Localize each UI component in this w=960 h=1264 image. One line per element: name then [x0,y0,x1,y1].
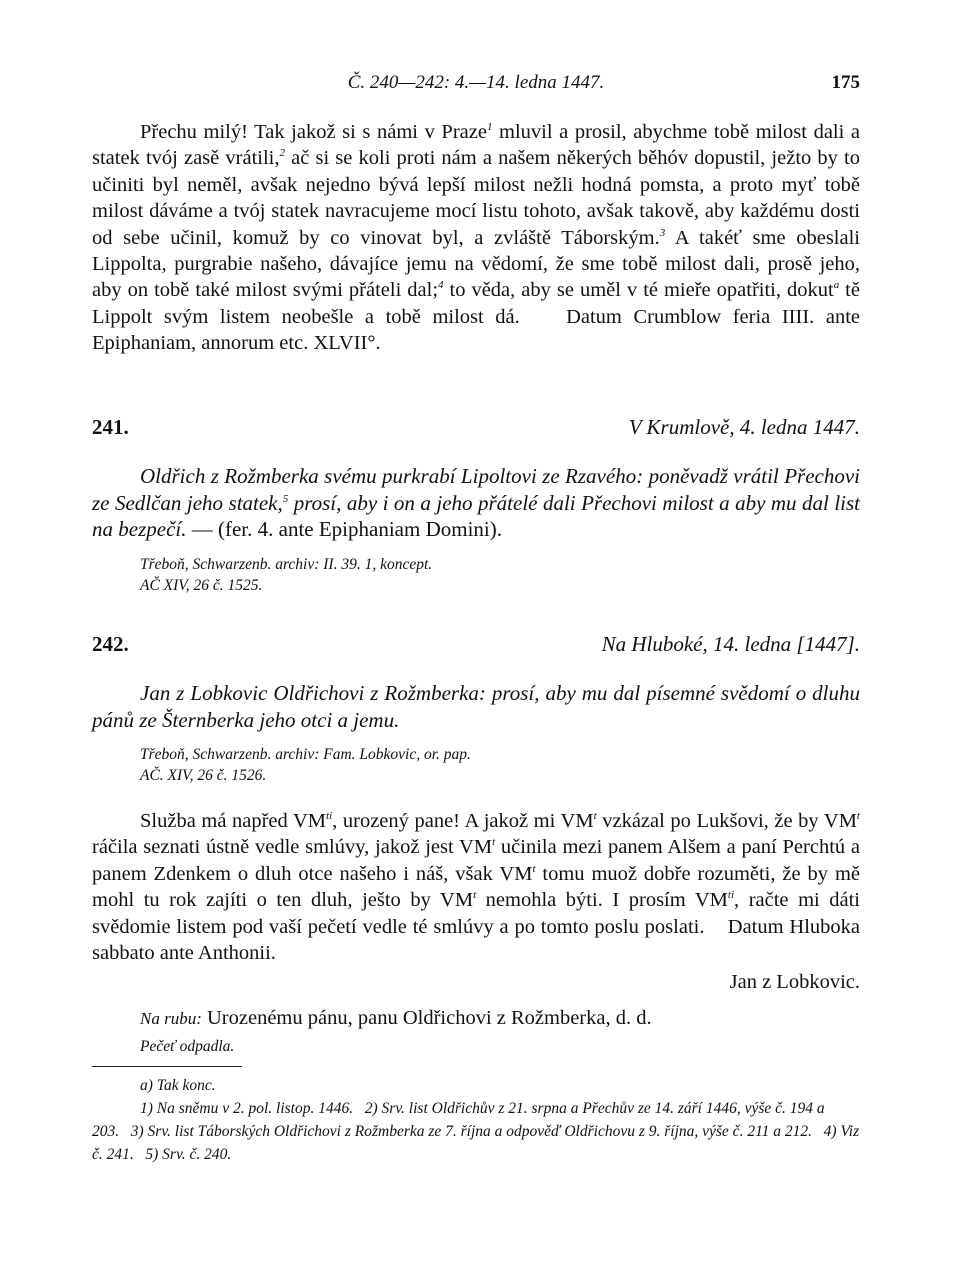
edition-source: AČ XIV, 26 č. 1525. [140,577,263,594]
doc-number: 242. [92,632,129,656]
doc-242-heading [92,632,860,662]
rubu-label: Na rubu: [140,1009,202,1028]
letter-242 [92,808,860,966]
footnote-divider [92,1066,242,1067]
footnotes [92,1074,860,1166]
page-number: 175 [831,72,860,93]
footnote-5: 5) Srv. č. 240. [145,1146,232,1163]
footnote-4: 4) Viz č. 241. [92,1123,860,1163]
place-date: Na Hluboké, 14. ledna [1447]. [601,632,860,656]
doc-241-sources [92,554,860,596]
regest-text: Jan z Lobkovic Oldřichovi z Rožmberka: prosí, aby mu dal písemné svědomí o dluhu pánů ze Šternberka jeho otci a jemu. [92,681,860,732]
footnote-1: 1) Na sněmu v 2. pol. listop. 1446. [140,1100,354,1117]
archive-source: Třeboň, Schwarzenb. archiv: II. 39. 1, koncept. [140,556,433,573]
doc-242-sources [92,744,860,786]
footnote-a: a) Tak konc. [140,1077,216,1094]
footnote-2: 2) Srv. list Oldřichův z 21. srpna a Přechův ze 14. září 1446, výše č. 194 a 203. [92,1100,825,1140]
rubu-note [92,1005,860,1032]
page-header [92,72,860,102]
footnote-3: 3) Srv. list Táborských Oldřichovi z Rožmberka ze 7. října a odpověď Oldřichovu z 9. října, výše č. 211 a 212. [130,1123,813,1140]
edition-source: AČ. XIV, 26 č. 1526. [140,767,267,784]
doc-242-regest [92,680,860,733]
doc-number: 241. [92,415,129,439]
signature: Jan z Lobkovic. [729,971,860,993]
letter-242-text: Služba má napřed $VM^{ti}$, urozený pane! A jakož mi $VM^t$ vzkázal po Lukšovi, že by $VM^t$ ráčila seznati ústně vedle smlúvy, jakož jest $VM^t$ učinila mezi panem Alšem a paní Perchtú a panem Zdenkem o dluh otce našeho i náš, však $VM^t$ tomu muož dobře rozuměti, že by mě mohl tu rok zajíti o ten dluh, ješto by $VM^t$ nemohla býti. I prosím $VM^{ti}$, račte mi dáti svědomie listem pod vaší pečetí vedle té smlúvy a po tomto poslu poslati. Datum Hluboka sabbato ante Anthonii. [92,810,860,965]
doc-241-heading [92,415,860,445]
archive-source: Třeboň, Schwarzenb. archiv: Fam. Lobkovic, or. pap. [140,746,471,763]
place-date: V Krumlově, 4. ledna 1447. [628,415,860,439]
rubu-text: Urozenému pánu, panu Oldřichovi z Rožmberka, d. d. [201,1007,652,1029]
footnotes-numbered [92,1097,860,1166]
seal-note: Pečeť odpadla. [140,1038,235,1055]
running-title: Č. 240—242: 4.—14. ledna 1447. [347,72,605,93]
letter-240-text: Přechu milý! Tak jakož si s námi v Praze$^1$ mluvil a prosil, abychme tobě milost dali a statek tvój zasě vrátili,$^2$ ač si se koli proti nám a našem někerých běhóv dopustil, ježto by to učiniti byl neměl, avšak nejedno bývá lepší milost nežli hodná pomsta, a proto myť tobě milost dáváme a tvój statek navracujeme mocí listu tohoto, avšak takově, aby každému dosti od sebe učinil, komuž by co vinovat byl, a zvláště Táborským.$^3$ A takéť sme obeslali Lippolta, purgrabie našeho, dávajíce jemu na vědomí, že sme tobě milost dali, prosě jeho, aby on tobě také milost svými přáteli dal;$^4$ to věda, aby se uměl v té mieře opatřiti, dokut$^a$ tě Lippolt svým listem neobešle a tobě milost dá. Datum Crumblow feria IIII. ante Epiphaniam, annorum etc. XLVII°. [92,121,860,355]
letter-240 [92,119,860,357]
doc-241-regest [92,463,860,543]
regest-text: Oldřich z Rožmberka svému purkrabí Lipoltovi ze Rzavého: poněvadž vrátil Přechovi ze Sedlčan jeho statek,$^5$ prosí, aby i on a jeho přátelé dali Přechovi milost a aby mu dal list na bezpečí. — (fer. 4. ante Epiphaniam Domini). [92,464,861,541]
